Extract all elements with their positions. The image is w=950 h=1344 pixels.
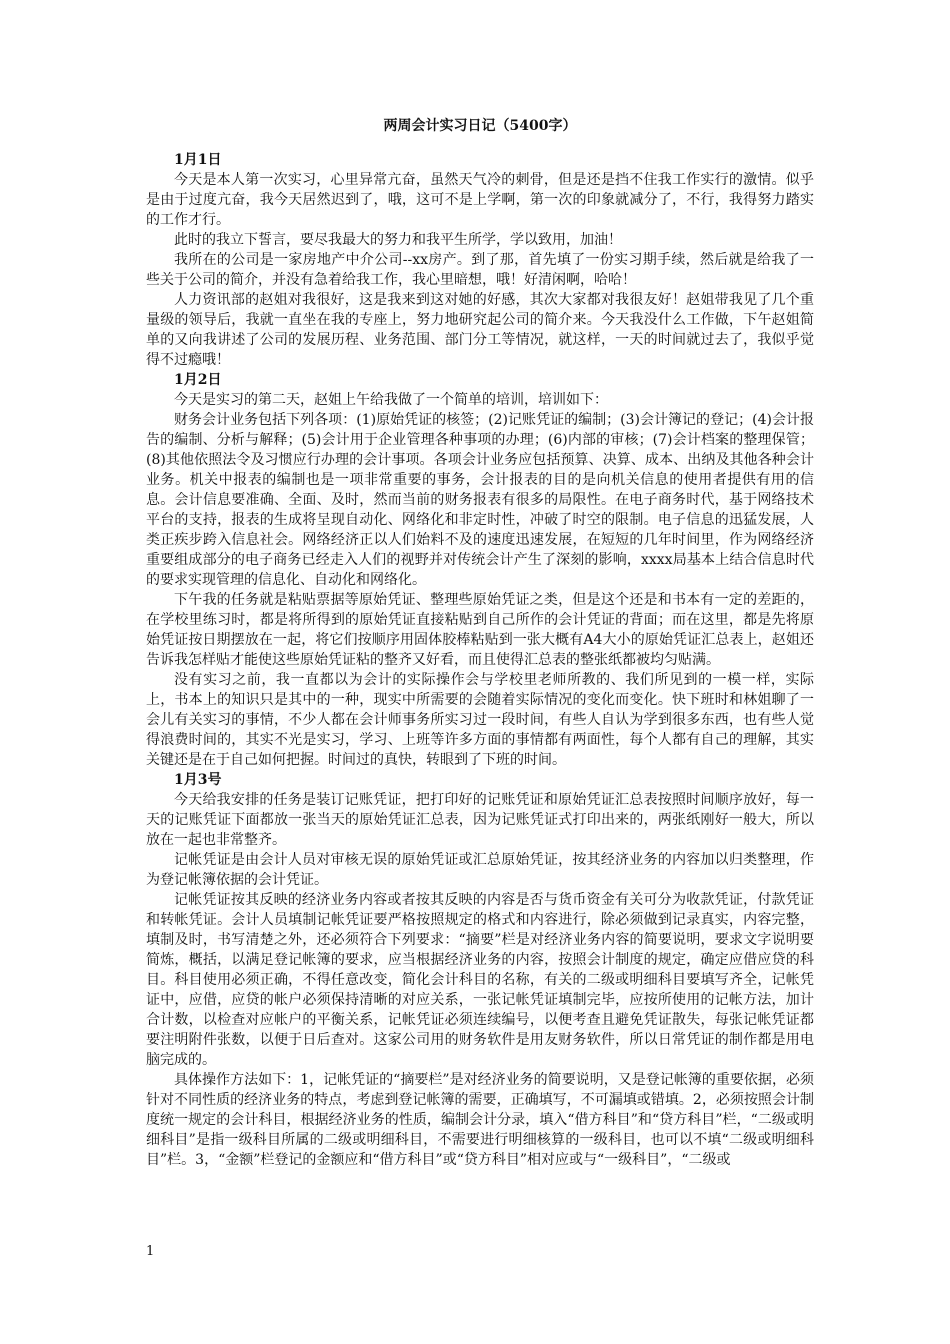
- document-page: [146, 116, 814, 1170]
- page-number: 1: [146, 1244, 155, 1259]
- paragraph: 记帐凭证是由会计人员对审核无误的原始凭证或汇总原始凭证，按其经济业务的内容加以归类整理，作为登记帐簿依据的会计凭证。: [146, 852, 814, 888]
- paragraph: 财务会计业务包括下列各项：(1)原始凭证的核签；(2)记账凭证的编制；(3)会计簿记的登记；(4)会计报告的编制、分析与解释；(5)会计用于企业管理各种事项的办理；(6)内部的审核；(7)会计档案的整理保管；(8)其他依照法令及习惯应行办理的会计事项。各项会计业务应包括预算、决算、成本、出纳及其他各种会计业务。机关中报表的编制也是一项非常重要的事务，会计报表的目的是向机关信息的使用者提供有用的信息。会计信息要准确、全面、及时，然而当前的财务报表有很多的局限性。在电子商务时代，基于网络技术平台的支持，报表的生成将呈现自动化、网络化和非定时性，冲破了时空的限制。电子信息的迅猛发展，人类正疾步跨入信息社会。网络经济正以人们始料不及的速度迅速发展，在短短的几年时间里，作为网络经济重要组成部分的电子商务已经走入人们的视野并对传统会计产生了深刻的影响，xxxx局基本上结合信息时代的要求实现管理的信息化、自动化和网络化。: [146, 412, 814, 588]
- section-heading-jan1: 1月1日: [174, 152, 222, 168]
- paragraph: 此时的我立下誓言，要尽我最大的努力和我平生所学，学以致用，加油！: [174, 232, 622, 248]
- paragraph: 记帐凭证按其反映的经济业务内容或者按其反映的内容是否与货币资金有关可分为收款凭证，付款凭证和转帐凭证。会计人员填制记帐凭证要严格按照规定的格式和内容进行，除必须做到记录真实，内容完整，填制及时，书写清楚之外，还必须符合下列要求：“摘要”栏是对经济业务内容的简要说明，要求文字说明要简炼，概括，以满足登记帐簿的要求，应当根据经济业务的内容，按照会计制度的规定，确定应借应贷的科目。科目使用必须正确，不得任意改变，简化会计科目的名称，有关的二级或明细科目要填写齐全，记帐凭证中，应借，应贷的帐户必须保持清晰的对应关系，一张记帐凭证填制完毕，应按所使用的记帐方法，加计合计数，以检查对应帐户的平衡关系，记帐凭证必须连续编号，以便考查且避免凭证散失，每张记帐凭证都要注明附件张数，以便于日后查对。这家公司用的财务软件是用友财务软件，所以日常凭证的制作都是用电脑完成的。: [146, 892, 814, 1068]
- paragraph: 人力资讯部的赵姐对我很好，这是我来到这对她的好感，其次大家都对我很友好！赵姐带我见了几个重量级的领导后，我就一直坐在我的专座上，努力地研究起公司的简介来。今天我没什么工作做，下午赵姐简单的又向我讲述了公司的发展历程、业务范围、部门分工等情况，就这样，一天的时间就过去了，我似乎觉得不过瘾哦！: [146, 292, 814, 368]
- paragraph: 今天是本人第一次实习，心里异常亢奋，虽然天气冷的刺骨，但是还是挡不住我工作实行的激情。似乎是由于过度亢奋，我今天居然迟到了，哦，这可不是上学啊，第一次的印象就减分了，不行，我得努力踏实的工作才行。: [146, 172, 814, 228]
- paragraph: 今天是实习的第二天，赵姐上午给我做了一个简单的培训，培训如下：: [174, 392, 608, 408]
- document-title: 两周会计实习日记（5400字）: [383, 118, 577, 134]
- paragraph: 我所在的公司是一家房地产中介公司--xx房产。到了那，首先填了一份实习期手续，然后就是给我了一些关于公司的简介，并没有急着给我工作，我心里暗想，哦！好清闲啊，哈哈！: [146, 252, 814, 288]
- paragraph: 今天给我安排的任务是装订记账凭证，把打印好的记账凭证和原始凭证汇总表按照时间顺序放好，每一天的记账凭证下面都放一张当天的原始凭证汇总表，因为记账凭证式打印出来的，两张纸刚好一般大，所以放在一起也非常整齐。: [146, 792, 814, 848]
- paragraph: 没有实习之前，我一直都以为会计的实际操作会与学校里老师所教的、我们所见到的一模一样，实际上，书本上的知识只是其中的一种，现实中所需要的会随着实际情况的变化而变化。快下班时和林姐聊了一会儿有关实习的事情，不少人都在会计师事务所实习过一段时间，有些人自认为学到很多东西，也有些人觉得浪费时间的，其实不光是实习，学习、上班等许多方面的事情都有两面性，每个人都有自己的理解，其实关键还是在于自己如何把握。时间过的真快，转眼到了下班的时间。: [146, 672, 814, 768]
- section-heading-jan2: 1月2日: [174, 372, 222, 388]
- paragraph: 下午我的任务就是粘贴票据等原始凭证、整理些原始凭证之类，但是这个还是和书本有一定的差距的，在学校里练习时，都是将所得到的原始凭证直接粘贴到自己所作的会计凭证的背面；而在这里，都是先将原始凭证按日期摆放在一起，将它们按顺序用固体胶棒粘贴到一张大概有A4大小的原始凭证汇总表上，赵姐还告诉我怎样贴才能使这些原始凭证粘的整齐又好看，而且使得汇总表的整张纸都被均匀贴满。: [146, 592, 814, 668]
- section-heading-jan3: 1月3号: [174, 772, 222, 788]
- paragraph: 具体操作方法如下：1，记帐凭证的“摘要栏”是对经济业务的简要说明，又是登记帐簿的重要依据，必须针对不同性质的经济业务的特点，考虑到登记帐簿的需要，正确填写，不可漏填或错填。2，必须按照会计制度统一规定的会计科目，根据经济业务的性质，编制会计分录，填入“借方科目”和“贷方科目”栏，“二级或明细科目”是指一级科目所属的二级或明细科目，不需要进行明细核算的一级科目，也可以不填“二级或明细科目”栏。3，“金额”栏登记的金额应和“借方科目”或“贷方科目”相对应或与“一级科目”，“二级或: [146, 1072, 814, 1168]
